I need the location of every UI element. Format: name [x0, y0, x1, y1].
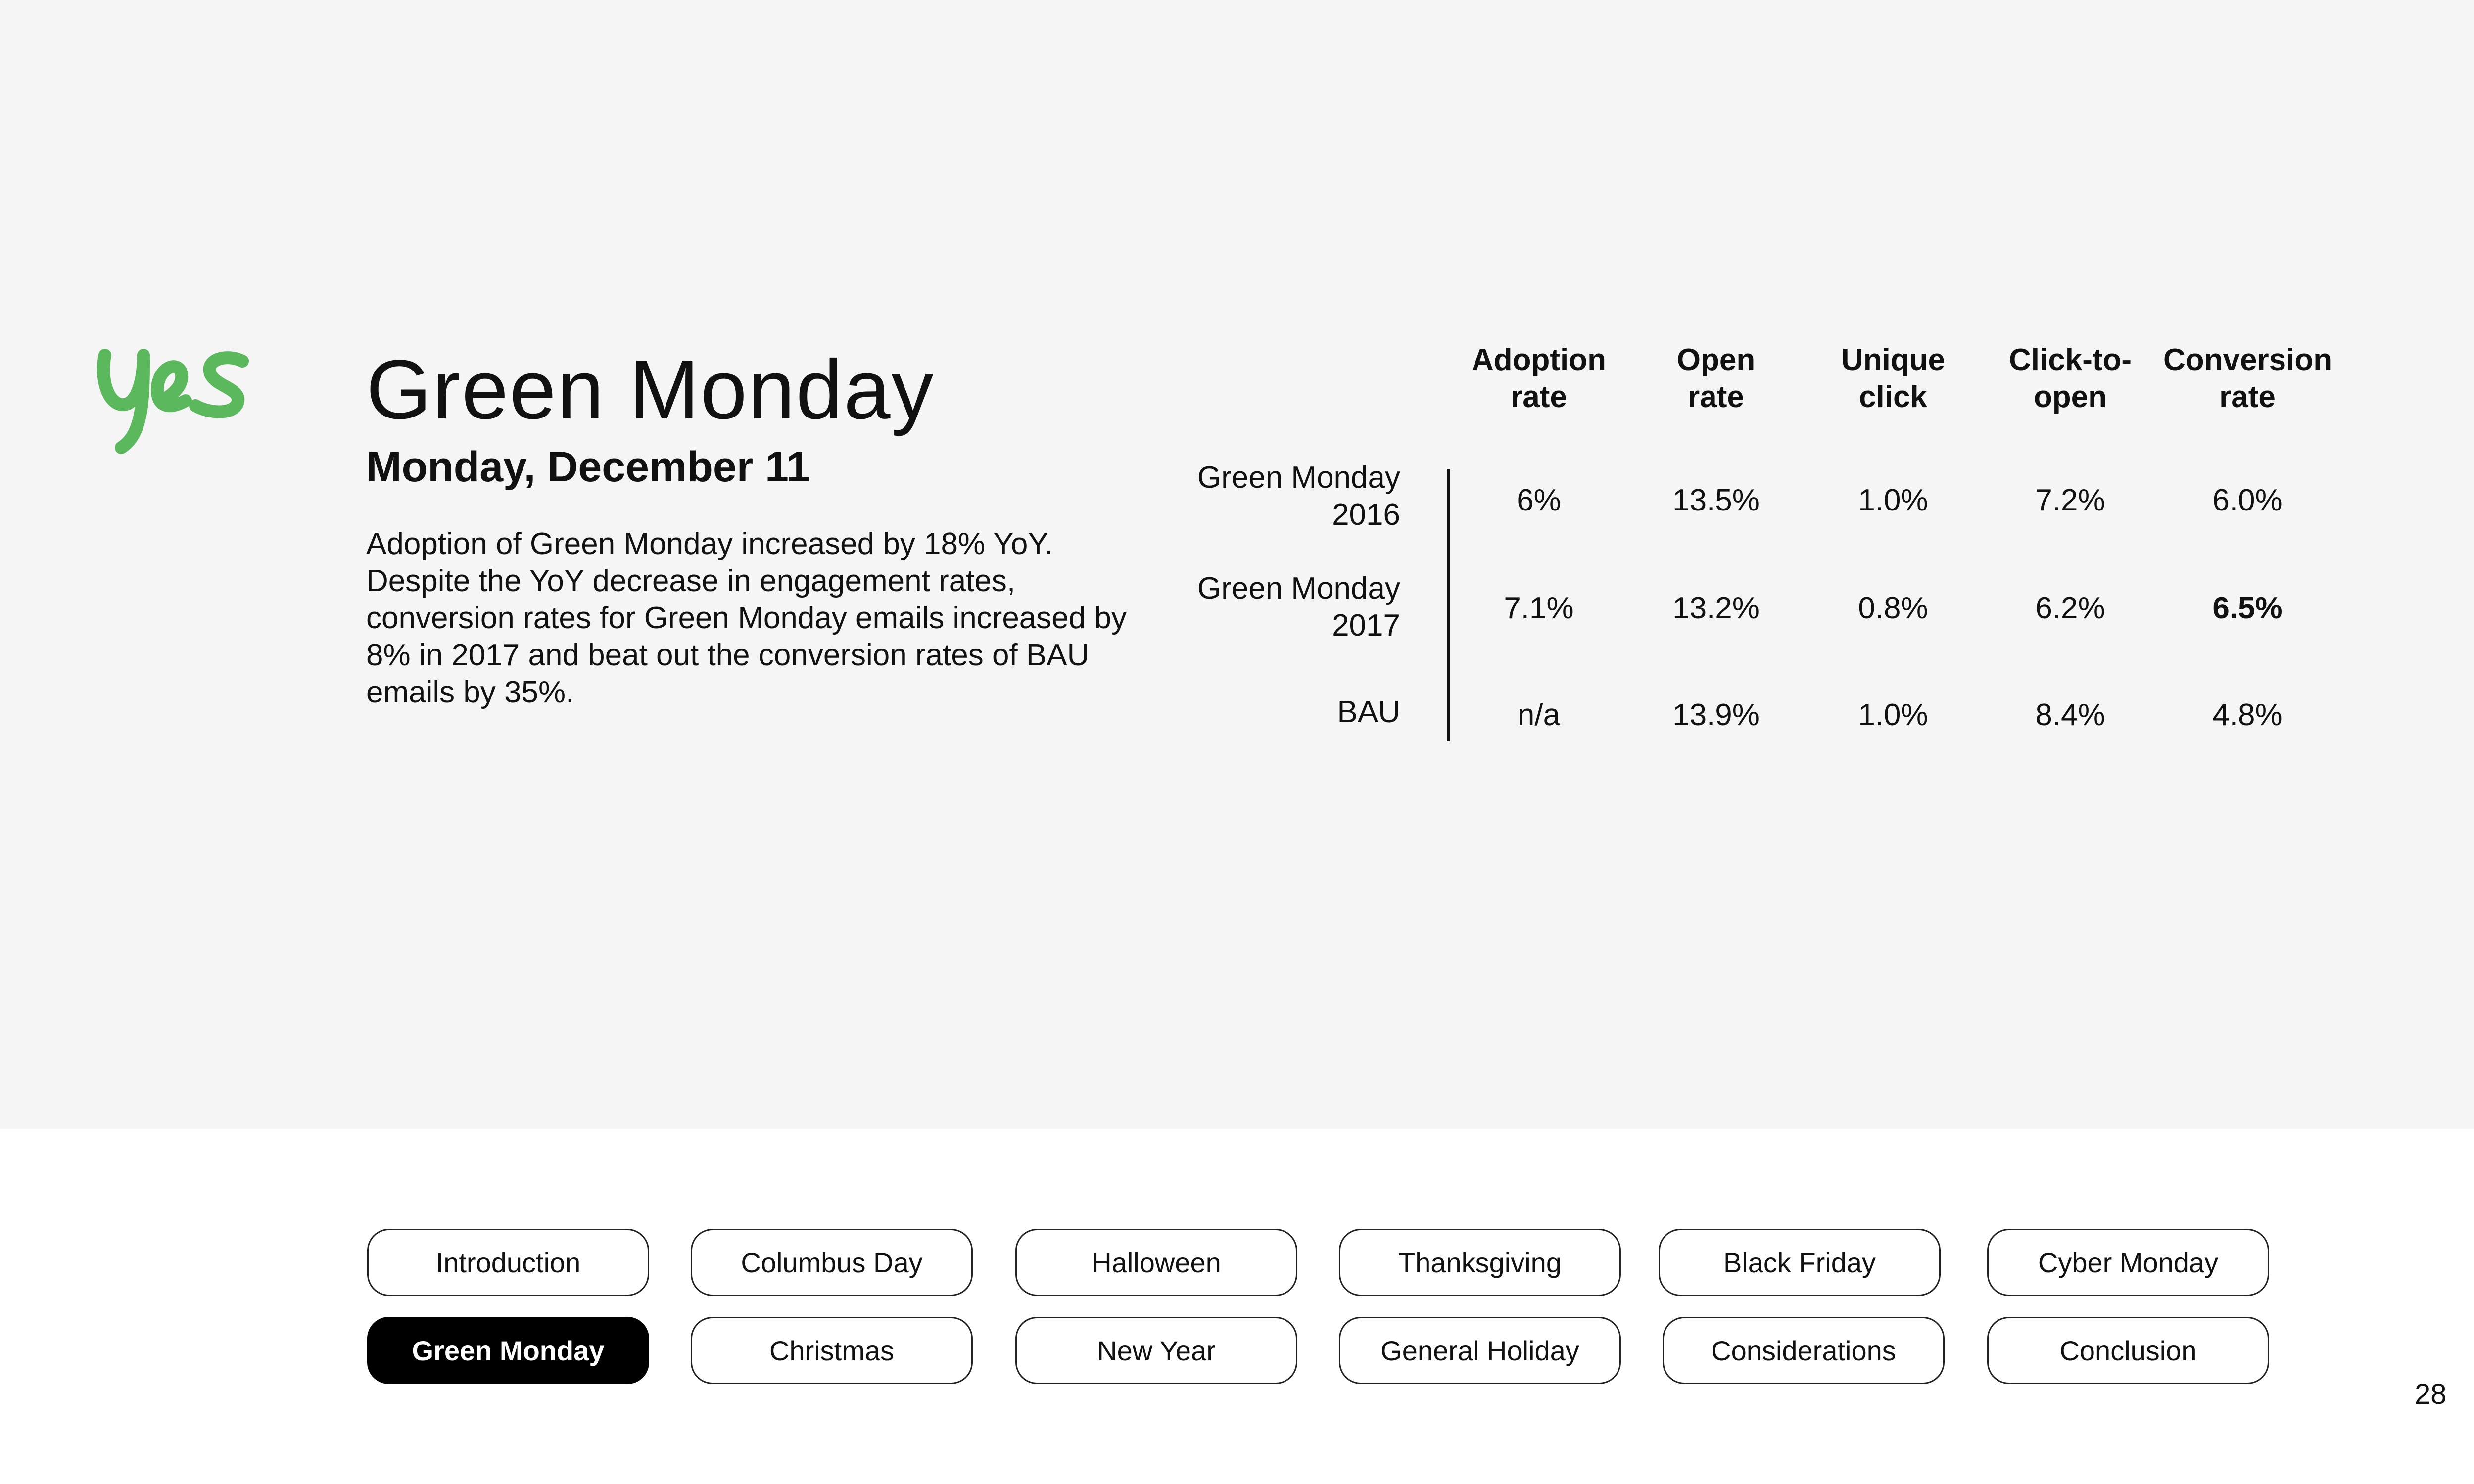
table-cell: 1.0%: [1858, 483, 1928, 517]
nav-button-thanksgiving[interactable]: Thanksgiving: [1339, 1229, 1621, 1296]
table-cell: 7.2%: [2035, 483, 2105, 517]
table-cell: n/a: [1517, 698, 1561, 732]
table-cell: 0.8%: [1858, 591, 1928, 625]
table-cell: 4.8%: [2212, 698, 2283, 732]
table-divider-line: [1447, 469, 1450, 741]
table-cell: 8.4%: [2035, 698, 2105, 732]
yes-logo: [94, 341, 257, 455]
table-cell: 13.2%: [1672, 591, 1760, 625]
slide-title: Green Monday: [366, 343, 935, 437]
row-label-green-monday-2017: Green Monday 2017: [1197, 571, 1400, 643]
nav-button-green-monday[interactable]: Green Monday: [367, 1317, 649, 1384]
column-header-unique-click: Unique click: [1841, 343, 1946, 414]
nav-button-cyber-monday[interactable]: Cyber Monday: [1987, 1229, 2269, 1296]
nav-button-conclusion[interactable]: Conclusion: [1987, 1317, 2269, 1384]
table-cell: 6.0%: [2212, 483, 2283, 517]
table-cell: 6%: [1517, 483, 1561, 517]
table-cell: 7.1%: [1504, 591, 1574, 625]
nav-button-introduction[interactable]: Introduction: [367, 1229, 649, 1296]
table-cell: 13.5%: [1672, 483, 1760, 517]
table-cell: 13.9%: [1672, 698, 1760, 732]
nav-button-halloween[interactable]: Halloween: [1015, 1229, 1297, 1296]
table-cell-highlighted: 6.5%: [2212, 591, 2283, 625]
yes-logo-mark: [94, 341, 257, 455]
row-labels: [1173, 341, 1400, 747]
nav-button-new-year[interactable]: New Year: [1015, 1317, 1297, 1384]
metrics-table: [1173, 341, 2385, 747]
nav-button-christmas[interactable]: Christmas: [691, 1317, 973, 1384]
row-label-green-monday-2016: Green Monday 2016: [1197, 461, 1400, 532]
slide-body-text: Adoption of Green Monday increased by 18% YoY. Despite the YoY decrease in engagement rates, conversion rates for Green Monday emails increased by 8% in 2017 and beat out the conversion rates of BAU emails by 35%.: [366, 527, 1127, 709]
page-number: 28: [2415, 1378, 2447, 1410]
column-header-click-to-open: Click-to- open: [2009, 343, 2132, 414]
column-header-adoption-rate: Adoption rate: [1471, 343, 1606, 414]
nav-button-columbus-day[interactable]: Columbus Day: [691, 1229, 973, 1296]
nav-button-general-holiday[interactable]: General Holiday: [1339, 1317, 1621, 1384]
column-header-open-rate: Open rate: [1676, 343, 1756, 414]
column-header-conversion-rate: Conversion rate: [2163, 343, 2332, 414]
table-cell: 6.2%: [2035, 591, 2105, 625]
nav-button-considerations[interactable]: Considerations: [1663, 1317, 1945, 1384]
row-label-bau: BAU: [1337, 695, 1400, 729]
slide-date-subtitle: Monday, December 11: [366, 443, 810, 491]
nav-button-black-friday[interactable]: Black Friday: [1659, 1229, 1941, 1296]
table-cell: 1.0%: [1858, 698, 1928, 732]
